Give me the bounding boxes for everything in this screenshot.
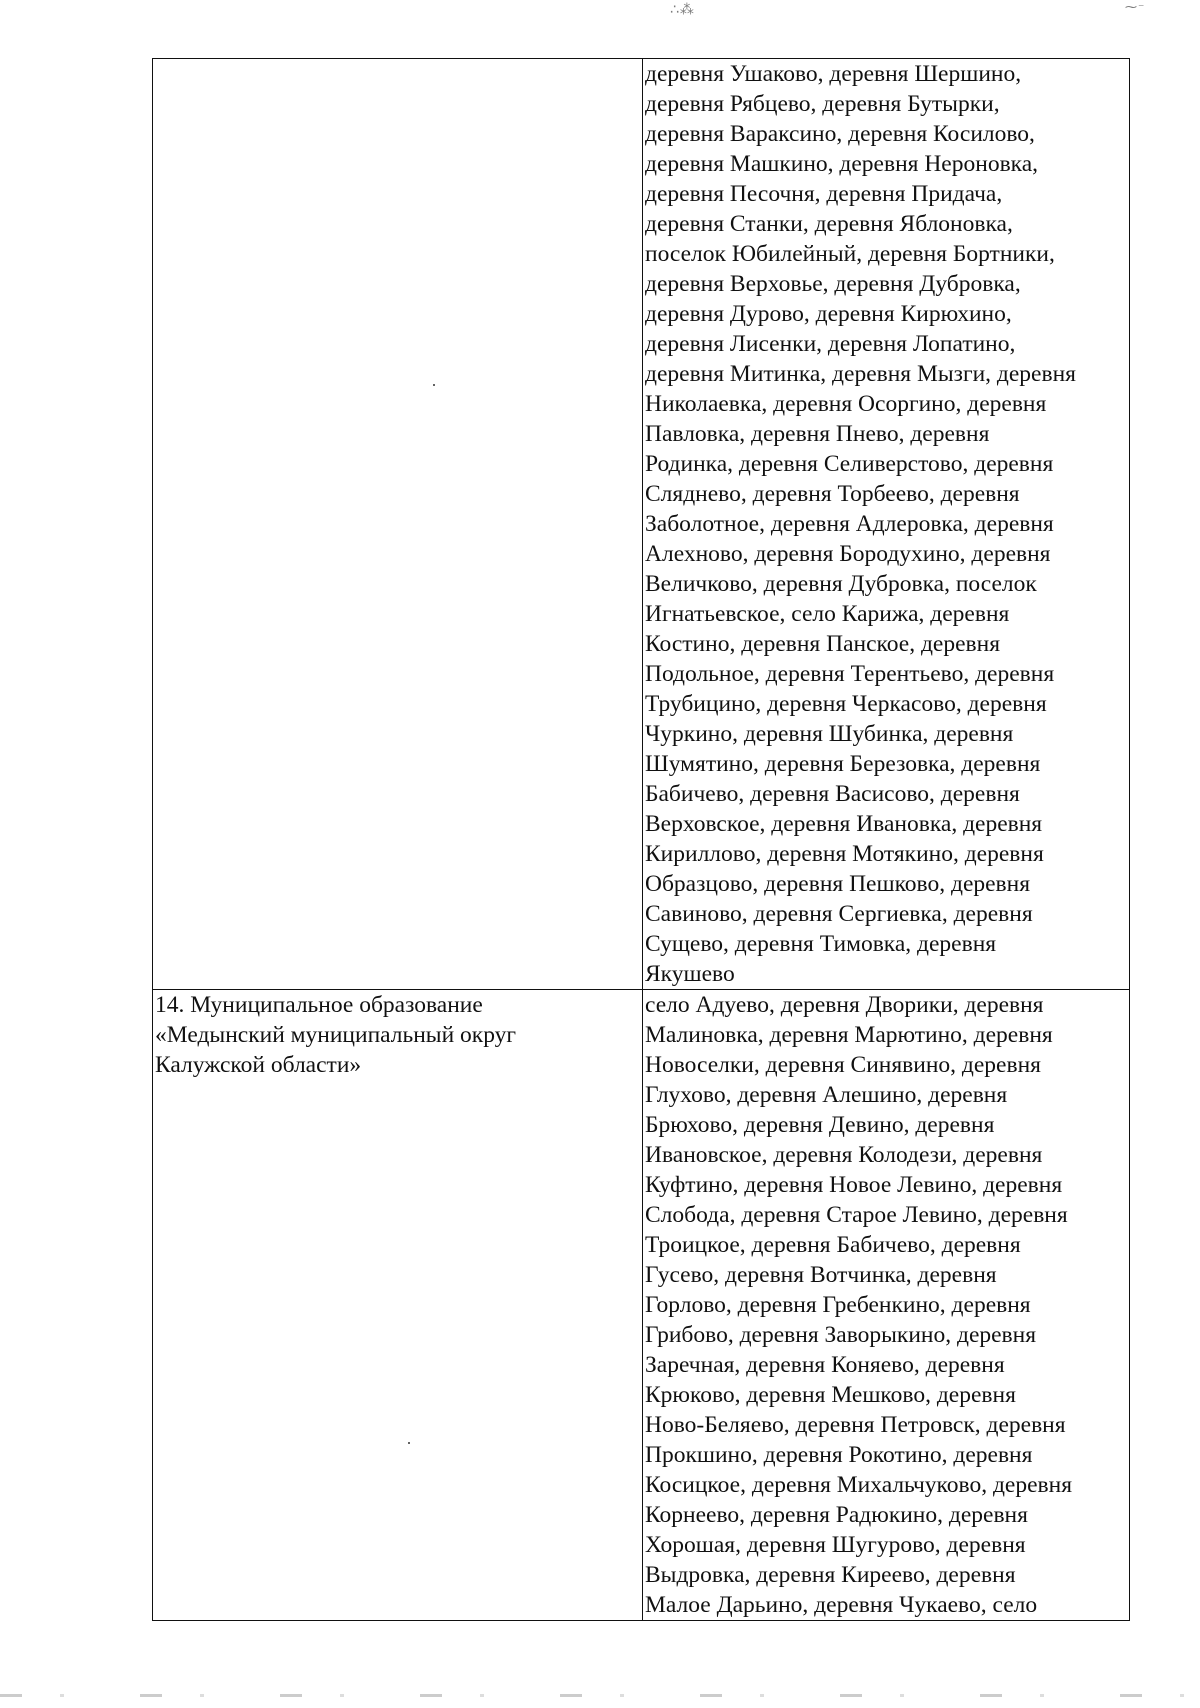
cell-text-line: Алехново, деревня Бородухино, деревня [645,541,1051,567]
cell-text-line: деревня Лисенки, деревня Лопатино, [645,331,1016,357]
cell-text-line: Новоселки, деревня Синявино, деревня [645,1052,1041,1078]
cell-text-line: деревня Машкино, деревня Нероновка, [645,151,1039,177]
cell-text-line: Калужской области» [155,1052,362,1078]
cell-text-line: Ивановское, деревня Колодези, деревня [645,1142,1043,1168]
scan-speck [408,1442,410,1444]
cell-text-line: Выдровка, деревня Киреево, деревня [645,1562,1016,1588]
cell-text-line: Костино, деревня Панское, деревня [645,631,1001,657]
cell-text-line: деревня Верховье, деревня Дубровка, [645,271,1021,297]
cell-text-line: Величково, деревня Дубровка, поселок [645,571,1037,597]
cell-text-line: село Адуево, деревня Дворики, деревня [645,992,1044,1018]
cell-text-line: Верховское, деревня Ивановка, деревня [645,811,1043,837]
cell-text-line: «Медынский муниципальный округ [155,1022,517,1048]
scan-edge-artifact [0,1694,1200,1697]
municipality-cell [153,59,643,990]
cell-text-line: Павловка, деревня Пнево, деревня [645,421,990,447]
cell-text-line: Заречная, деревня Коняево, деревня [645,1352,1005,1378]
cell-text-line: Николаевка, деревня Осоргино, деревня [645,391,1047,417]
cell-text-line: Чуркино, деревня Шубинка, деревня [645,721,1014,747]
scan-speck [433,384,435,386]
cell-text-line: деревня Ушаково, деревня Шершино, [645,61,1022,87]
cell-text-line: Игнатьевское, село Карижа, деревня [645,601,1010,627]
cell-text-line: Троицкое, деревня Бабичево, деревня [645,1232,1021,1258]
scan-artifact-corner: ⁓⁻ [1125,0,1146,14]
cell-text-line: деревня Дурово, деревня Кирюхино, [645,301,1012,327]
cell-text-line: Подольное, деревня Терентьево, деревня [645,661,1055,687]
cell-text-line: Трубицино, деревня Черкасово, деревня [645,691,1047,717]
cell-text-line: Хорошая, деревня Шугурово, деревня [645,1532,1026,1558]
cell-text-line: деревня Песочня, деревня Придача, [645,181,1003,207]
cell-text-line: 14. Муниципальное образование [155,992,483,1018]
cell-text-line: Корнеево, деревня Радюкино, деревня [645,1502,1028,1528]
cell-text-line: Глухово, деревня Алешино, деревня [645,1082,1008,1108]
cell-text-line: Слобода, деревня Старое Левино, деревня [645,1202,1068,1228]
cell-text-line: Якушево [645,961,735,987]
cell-text-line: Сущево, деревня Тимовка, деревня [645,931,997,957]
settlements-cell [643,990,1130,1621]
table-row [153,59,1130,990]
cell-text-line: Крюково, деревня Мешково, деревня [645,1382,1016,1408]
cell-text-line: деревня Станки, деревня Яблоновка, [645,211,1013,237]
cell-text-line: Малое Дарьино, деревня Чукаево, село [645,1592,1038,1618]
cell-text-line: Заболотное, деревня Адлеровка, деревня [645,511,1054,537]
cell-text-line: поселок Юбилейный, деревня Бортники, [645,241,1055,267]
cell-text-line: Горлово, деревня Гребенкино, деревня [645,1292,1031,1318]
cell-text-line: Грибово, деревня Заворыкино, деревня [645,1322,1037,1348]
cell-text-line: Кириллово, деревня Мотякино, деревня [645,841,1044,867]
cell-text-line: Шумятино, деревня Березовка, деревня [645,751,1041,777]
municipality-cell [153,990,643,1621]
cell-text-line: Родинка, деревня Селиверстово, деревня [645,451,1054,477]
cell-text-line: деревня Митинка, деревня Мызги, деревня [645,361,1076,387]
cell-text-line: Малиновка, деревня Марютино, деревня [645,1022,1053,1048]
cell-text-line: Гусево, деревня Вотчинка, деревня [645,1262,997,1288]
cell-text-line: деревня Вараксино, деревня Косилово, [645,121,1035,147]
settlements-cell [643,59,1130,990]
cell-text-line: Бабичево, деревня Васисово, деревня [645,781,1020,807]
cell-text-line: Косицкое, деревня Михальчуково, деревня [645,1472,1073,1498]
cell-text-line: Савиново, деревня Сергиевка, деревня [645,901,1033,927]
cell-text-line: Прокшино, деревня Рокотино, деревня [645,1442,1033,1468]
cell-text-line: Сляднево, деревня Торбеево, деревня [645,481,1020,507]
settlements-table [152,58,1130,1621]
cell-text-line: Ново-Беляево, деревня Петровск, деревня [645,1412,1066,1438]
table-row [153,990,1130,1621]
cell-text-line: Брюхово, деревня Девино, деревня [645,1112,995,1138]
cell-text-line: Куфтино, деревня Новое Левино, деревня [645,1172,1063,1198]
cell-text-line: Образцово, деревня Пешково, деревня [645,871,1031,897]
scan-artifact-top: ∴⁂ [670,2,695,18]
cell-text-line: деревня Рябцево, деревня Бутырки, [645,91,1000,117]
